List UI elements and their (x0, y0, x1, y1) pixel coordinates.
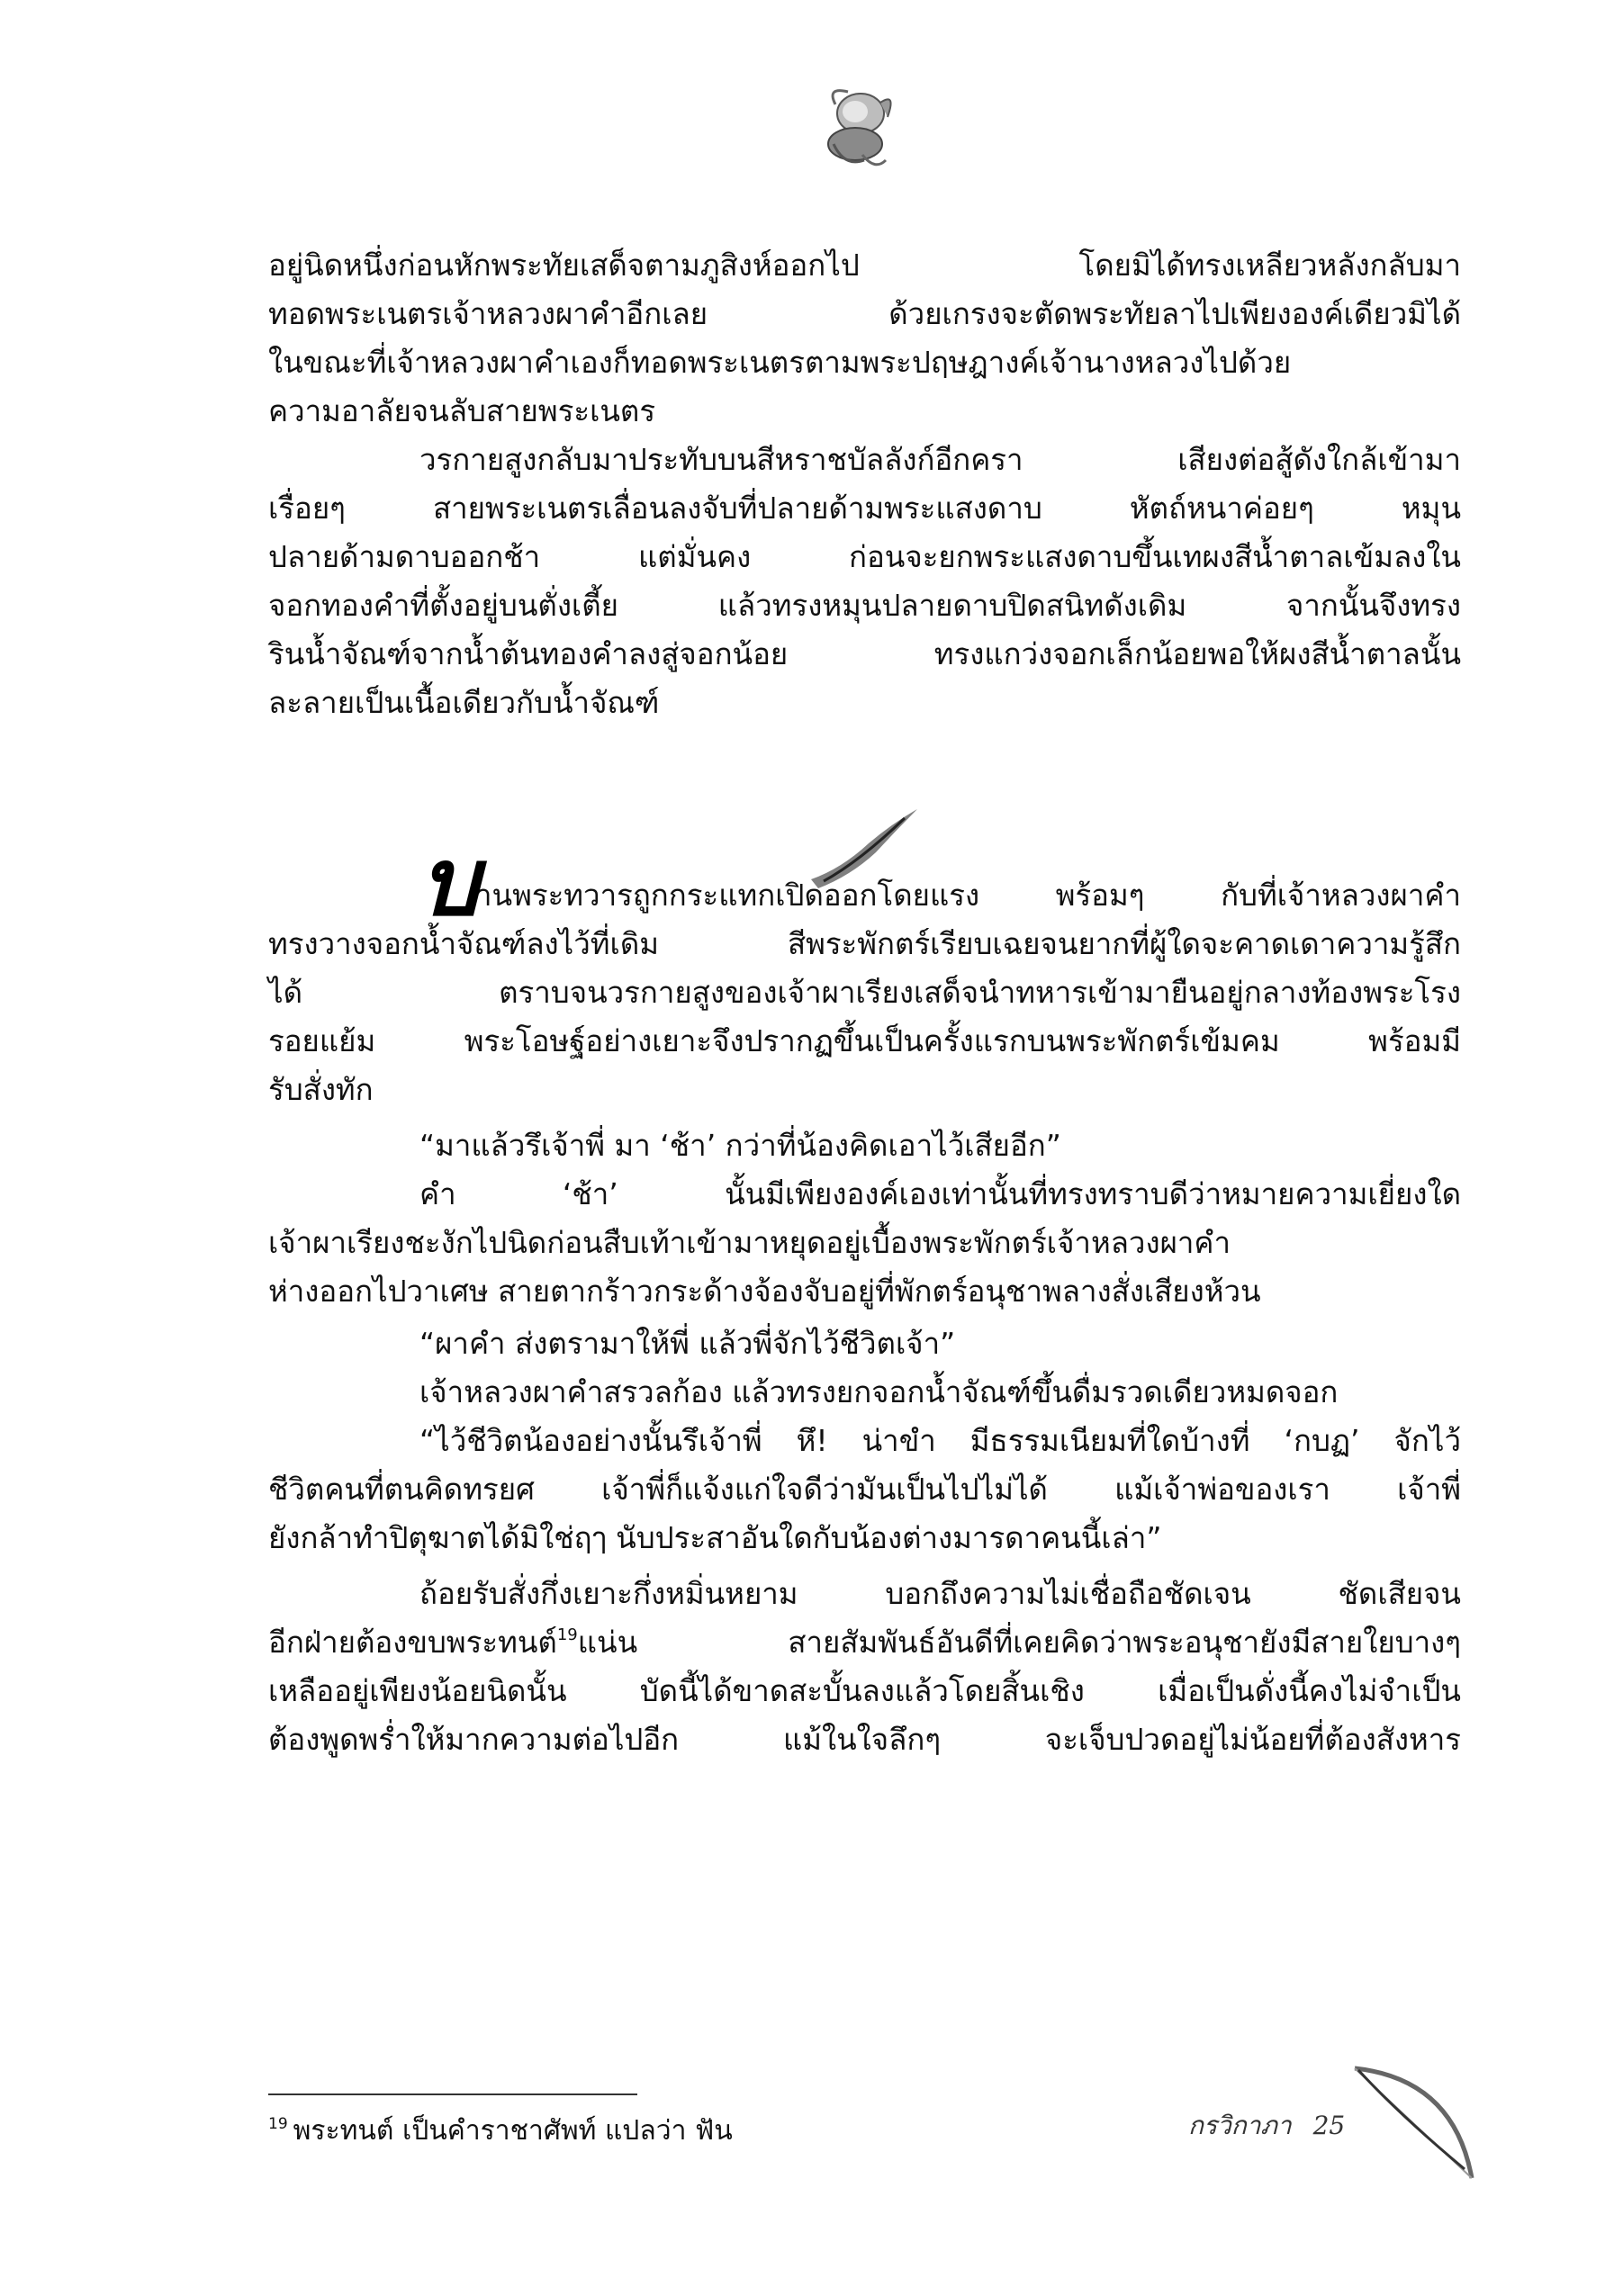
footnote (268, 2104, 733, 2151)
text-line: ห่างออกไปวาเศษ สายตากร้าวกระด้างจ้องจับอยู่ที่พักตร์อนุชาพลางสั่งเสียงห้วน (268, 1274, 1261, 1309)
drop-cap: บ (419, 826, 480, 937)
text-segment: แน่น สายสัมพันธ์อันดีที่เคยคิดว่าพระอนุชายังมีสายใยบางๆ (577, 1625, 1461, 1660)
dialogue-line: ชีวิตคนที่ตนคิดทรยศ เจ้าพี่ก็แจ้งแก่ใจดีว่ามันเป็นไปไม่ได้ แม้เจ้าพ่อของเรา เจ้าพี่ (268, 1472, 1461, 1507)
text-line: ได้ ตราบจนวรกายสูงของเจ้าผาเรียงเสด็จนำทหารเข้ามายืนอยู่กลางท้องพระโรง (268, 975, 1461, 1010)
text-line: คำ ‘ช้า’ นั้นมีเพียงองค์เองเท่านั้นที่ทรงทราบดีว่าหมายความเยี่ยงใด (419, 1176, 1461, 1211)
text-line-with-footnote (268, 1618, 1461, 1667)
text-line: านพระทวารถูกกระแทกเปิดออกโดยแรง พร้อมๆ กับที่เจ้าหลวงผาคำ (475, 878, 1461, 913)
footnote-number: 19 (268, 2115, 288, 2133)
text-line: ทรงวางจอกน้ำจัณฑ์ลงไว้ที่เดิม สีพระพักตร์เรียบเฉยจนยากที่ผู้ใดจะคาดเดาความรู้สึก (268, 926, 1461, 961)
dialogue-line: ยังกล้าทำปิตุฆาตได้มิใช่ฤๅ นับประสาอันใดกับน้องต่างมารดาคนนี้เล่า” (268, 1520, 1162, 1555)
dialogue-line: “ผาคำ ส่งตรามาให้พี่ แล้วพี่จักไว้ชีวิตเจ้า” (419, 1326, 956, 1361)
text-line: เหลืออยู่เพียงน้อยนิดนั้น บัดนี้ได้ขาดสะบั้นลงแล้วโดยสิ้นเชิง เมื่อเป็นดั่งนี้คงไม่จำเป็น (268, 1673, 1461, 1708)
footnote-text: พระทนต์ เป็นคำราชาศัพท์ แปลว่า ฟัน (293, 2115, 733, 2147)
text-line: ละลายเป็นเนื้อเดียวกับน้ำจัณฑ์ (268, 685, 660, 720)
text-line: ความอาลัยจนลับสายพระเนตร (268, 393, 656, 428)
page-number: 25 (1312, 2111, 1346, 2140)
text-line: ทอดพระเนตรเจ้าหลวงผาคำอีกเลย ด้วยเกรงจะตัดพระทัยลาไปเพียงองค์เดียวมิได้ (268, 296, 1461, 331)
footnote-reference[interactable]: 19 (556, 1625, 578, 1644)
text-line: เจ้าหลวงผาคำสรวลก้อง แล้วทรงยกจอกน้ำจัณฑ์ขึ้นดื่มรวดเดียวหมดจอก (419, 1374, 1339, 1409)
text-line: เจ้าผาเรียงชะงักไปนิดก่อนสืบเท้าเข้ามาหยุดอยู่เบื้องพระพักตร์เจ้าหลวงผาคำ (268, 1225, 1231, 1260)
footnote-divider (268, 2093, 637, 2095)
text-line: ต้องพูดพร่ำให้มากความต่อไปอีก แม้ในใจลึกๆ จะเจ็บปวดอยู่ไม่น้อยที่ต้องสังหาร (268, 1722, 1461, 1757)
text-line: ในขณะที่เจ้าหลวงผาคำเองก็ทอดพระเนตรตามพระปฤษฎางค์เจ้านางหลวงไปด้วย (268, 345, 1292, 380)
book-title: กรวิกาภา (1188, 2111, 1292, 2140)
brush-stroke-ornament-icon (806, 806, 923, 896)
bow-ornament-icon (1346, 2061, 1481, 2196)
text-line: จอกทองคำที่ตั้งอยู่บนตั่งเตี้ย แล้วทรงหมุนปลายดาบปิดสนิทดังเดิม จากนั้นจึงทรง (268, 588, 1461, 623)
text-line: เรื่อยๆ สายพระเนตรเลื่อนลงจับที่ปลายด้ามพระแสงดาบ หัตถ์หนาค่อยๆ หมุน (268, 491, 1461, 526)
text-line: รินน้ำจัณฑ์จากน้ำต้นทองคำลงสู่จอกน้อย ทรงแกว่งจอกเล็กน้อยพอให้ผงสีน้ำตาลนั้น (268, 636, 1461, 671)
cherub-ornament-icon (808, 77, 907, 176)
dialogue-line: “ไว้ชีวิตน้องอย่างนั้นรึเจ้าพี่ หึ! น่าขำ มีธรรมเนียมที่ใดบ้างที่ ‘กบฏ’ จักไว้ (419, 1423, 1461, 1458)
text-line: ปลายด้ามดาบออกช้า แต่มั่นคง ก่อนจะยกพระแสงดาบขึ้นเทผงสีน้ำตาลเข้มลงใน (268, 539, 1461, 574)
dialogue-line: “มาแล้วรึเจ้าพี่ มา ‘ช้า’ กว่าที่น้องคิดเอาไว้เสียอีก” (419, 1128, 1061, 1163)
text-segment: อีกฝ่ายต้องขบพระทนต์ (268, 1625, 557, 1660)
text-line: รอยแย้ม พระโอษฐ์อย่างเยาะจึงปรากฏขึ้นเป็นครั้งแรกบนพระพักตร์เข้มคม พร้อมมี (268, 1023, 1461, 1058)
running-footer (1188, 2106, 1345, 2146)
text-line: ถ้อยรับสั่งกึ่งเยาะกึ่งหมิ่นหยาม บอกถึงความไม่เชื่อถือชัดเจน ชัดเสียจน (419, 1576, 1461, 1611)
text-line: วรกายสูงกลับมาประทับบนสีหราชบัลลังก์อีกครา เสียงต่อสู้ดังใกล้เข้ามา (419, 442, 1461, 477)
text-line: รับสั่งทัก (268, 1072, 374, 1107)
text-line: อยู่นิดหนึ่งก่อนหักพระทัยเสด็จตามภูสิงห์ออกไป โดยมิได้ทรงเหลียวหลังกลับมา (268, 248, 1461, 283)
